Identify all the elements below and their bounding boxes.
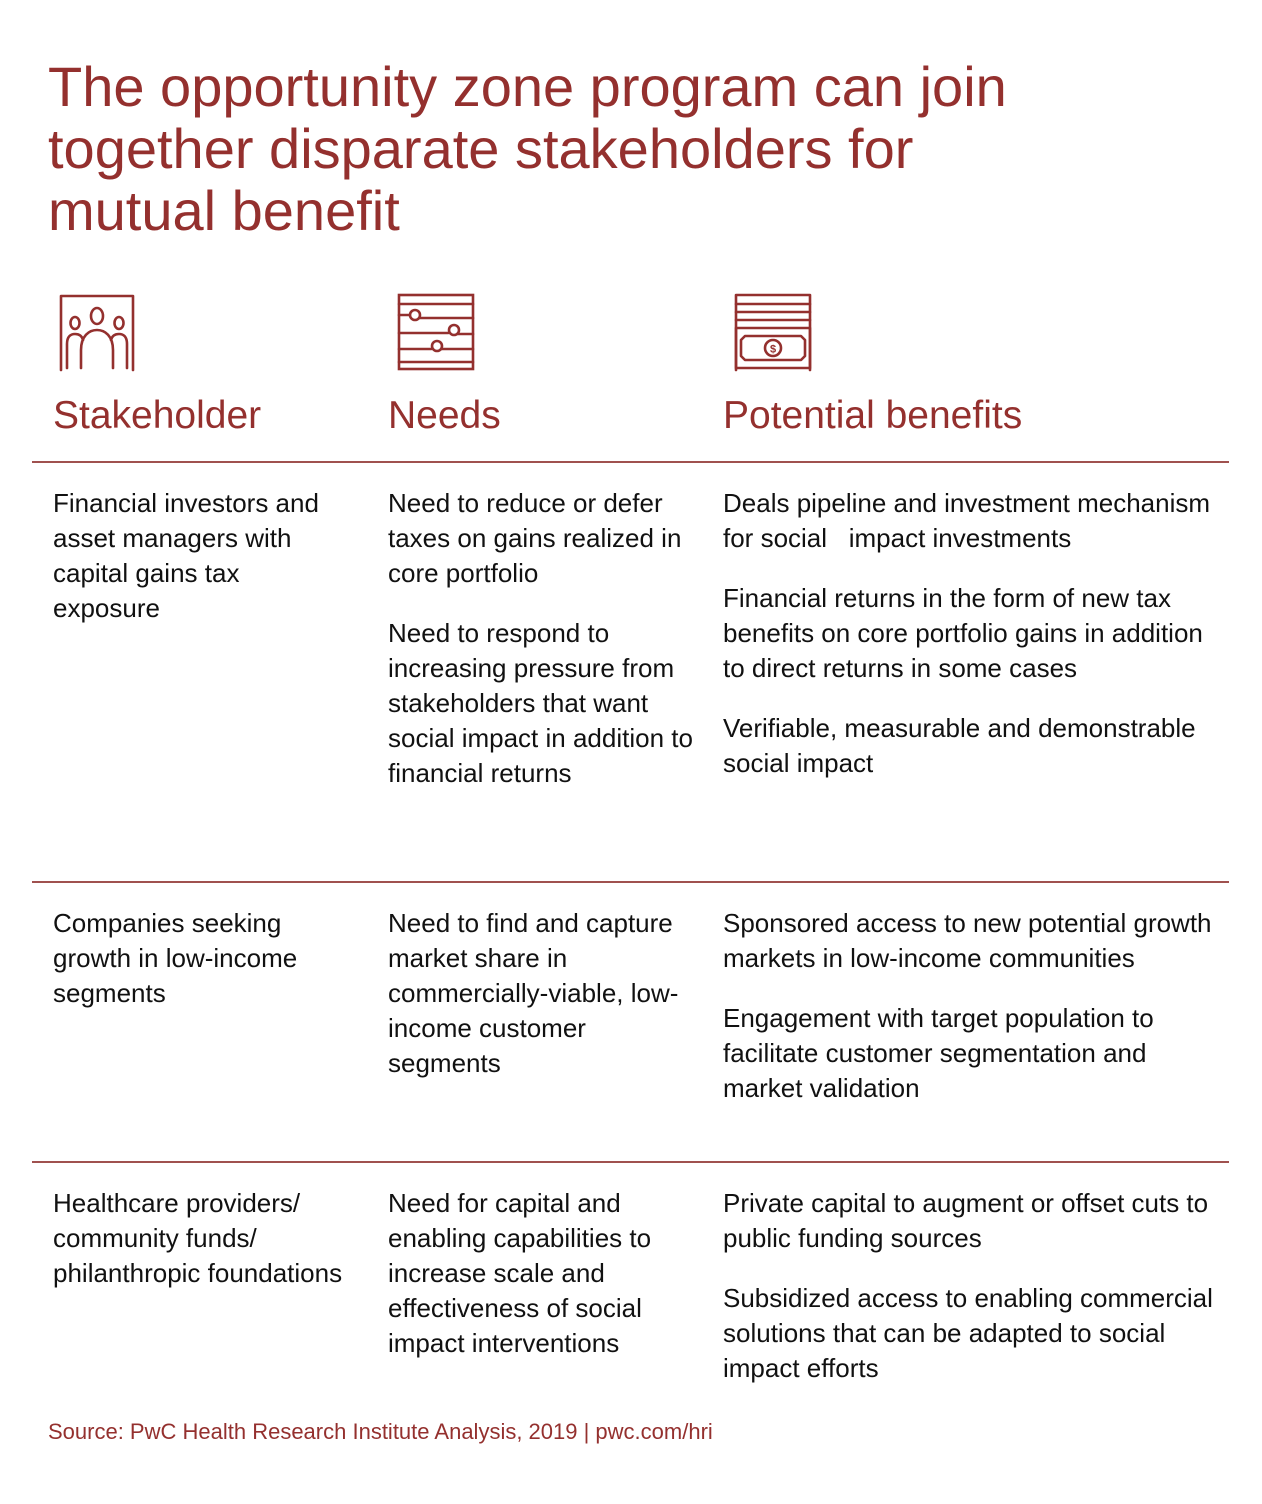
benefits-cell: Deals pipeline and investment mechanism for social impact investments Financial returns in the form of new tax benefits on core portfolio gains in addition to direct returns in some cases Verifiable, measurable and demonstrable social impact (723, 488, 1218, 778)
benefits-cell: Private capital to augment or offset cuts to public funding sources Subsidized access to enabling commercial solutions that can be adapted to social impact efforts (723, 1188, 1213, 1383)
column-header-potential-benefits: Potential benefits (723, 394, 1023, 437)
source-note: Source: PwC Health Research Institute Analysis, 2019 | pwc.com/hri (48, 1419, 713, 1444)
needs-cell: Need for capital and enabling capabilities to increase scale and effectiveness of social impact interventions (388, 1188, 652, 1358)
benefits-cell: Sponsored access to new potential growth markets in low-income communities Engagement with target population to facilitate customer segmentation and market validation (723, 908, 1212, 1103)
stakeholder-cell: Companies seeking growth in low-income segments (53, 908, 298, 1008)
column-header-stakeholder: Stakeholder (53, 394, 262, 437)
people-group-icon (57, 292, 137, 372)
stakeholder-cell: Financial investors and asset managers with capital gains tax exposure (53, 488, 319, 623)
header-divider (32, 461, 1229, 463)
filter-sliders-icon (396, 292, 476, 372)
page-title: The opportunity zone program can join together disparate stakeholders for mutual benefit (48, 55, 1007, 242)
svg-text:$: $ (769, 343, 777, 356)
money-bill-icon (733, 292, 813, 372)
stakeholder-cell: Healthcare providers/ community funds/ philanthropic foundations (53, 1188, 343, 1288)
needs-cell: Need to reduce or defer taxes on gains realized in core portfolio Need to respond to increasing pressure from stakeholders that want social impact in addition to financial returns (388, 488, 693, 788)
needs-cell: Need to find and capture market share in commercially-viable, low-income customer segments (388, 908, 679, 1078)
row-divider (32, 1161, 1229, 1163)
column-header-needs: Needs (388, 394, 501, 437)
row-divider (32, 881, 1229, 883)
